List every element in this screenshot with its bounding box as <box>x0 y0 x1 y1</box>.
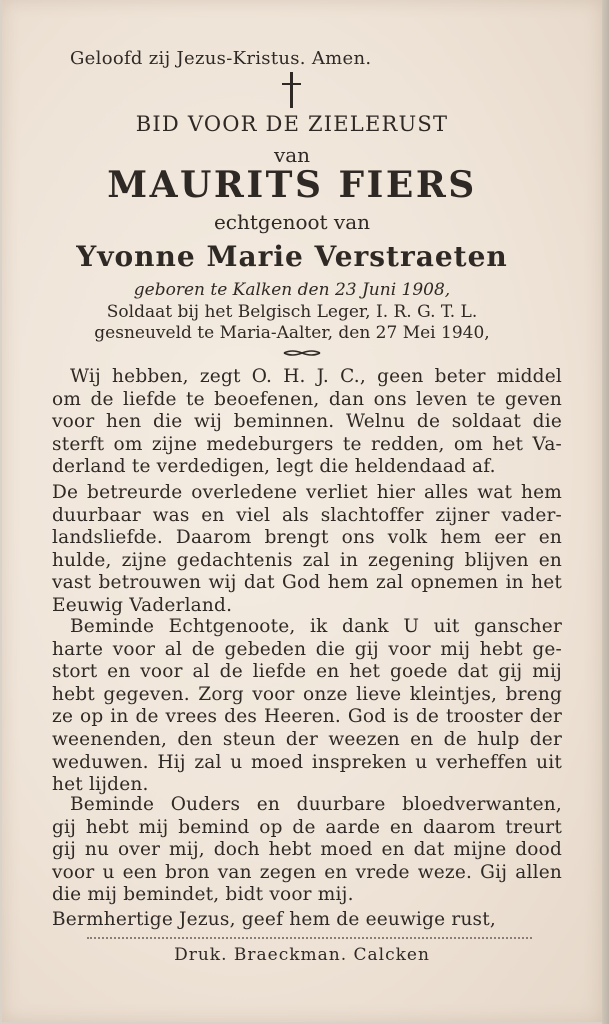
deceased-name: MAURITS FIERS <box>107 164 477 206</box>
text-line: hulde, zijne gedachtenis zal in zegening blijven en <box>52 549 562 571</box>
text-line: voor u een bron van zegen en vrede weze. Gij allen <box>52 861 562 883</box>
text-line: landsliefde. Daarom brengt ons volk hem eer en <box>52 527 562 549</box>
van-text: van <box>273 143 311 167</box>
spouse-name: Yvonne Marie Verstraeten <box>76 240 508 273</box>
text-line: het lijden. <box>52 774 149 796</box>
paragraph-parents <box>52 794 562 907</box>
text-line: om de liefde te beoefenen, dan ons leven te geven <box>52 388 562 410</box>
invocation-text: Geloofd zij Jezus-Kristus. Amen. <box>70 48 372 69</box>
text-line: derland te verdedigen, legt die heldendaad af. <box>52 456 496 478</box>
cross-icon <box>280 72 304 110</box>
text-line: voor hen die wij beminnen. Welnu de soldaat die <box>52 411 562 433</box>
dotted-divider <box>87 937 532 939</box>
paragraph-deceased <box>52 482 562 618</box>
ornament-divider-icon <box>282 349 322 357</box>
text-line: harte voor al de gebeden die gij voor mij hebt ge- <box>52 638 562 660</box>
text-line: sterft om zijne medeburgers te redden, om het Va- <box>52 433 562 455</box>
printer-credit: Druk. Braeckman. Calcken <box>174 945 430 965</box>
text-line: duurbaar was en viel als slachtoffer zijner vader- <box>52 504 562 526</box>
text-line: ze op in de vrees des Heeren. God is de trooster der <box>52 706 562 728</box>
text-line: Beminde Echtgenoote, ik dank U uit ganscher <box>70 616 562 637</box>
memorial-card <box>2 0 602 1022</box>
soldier-line: Soldaat bij het Belgisch Leger, I. R. G. T. L. <box>106 302 478 322</box>
paragraph-sacrifice <box>52 366 562 479</box>
text-line: gij nu over mij, doch hebt moed en dat mijne dood <box>52 839 562 861</box>
paragraph-spouse <box>52 616 562 797</box>
closing-prayer: Bermhertige Jezus, geef hem de eeuwige rust, <box>52 909 496 930</box>
text-line: Wij hebben, zegt O. H. J. C., geen beter middel <box>70 366 562 387</box>
text-line: stort en voor al de liefde en het goede dat gij mij <box>52 661 562 683</box>
spouse-of-text: echtgenoot van <box>213 210 371 234</box>
death-line: gesneuveld te Maria-Aalter, den 27 Mei 1940, <box>94 323 490 343</box>
text-line: vast betrouwen wij dat God hem zal opnemen in het <box>52 572 562 594</box>
text-line: Beminde Ouders en duurbare bloedverwanten, <box>70 794 562 815</box>
scan-edge <box>602 0 609 1024</box>
text-line: Eeuwig Vaderland. <box>52 594 233 616</box>
text-line: weduwen. Hij zal u moed inspreken u verheffen uit <box>52 751 562 773</box>
text-line: hebt gegeven. Zorg voor onze lieve kleintjes, breng <box>52 683 562 705</box>
prayer-heading: BID VOOR DE ZIELERUST <box>135 112 449 136</box>
birth-line: geboren te Kalken den 23 Juni 1908, <box>133 280 451 300</box>
text-line: gij hebt mij bemind op de aarde en daarom treurt <box>52 816 562 838</box>
text-line: die mij bemindet, bidt voor mij. <box>52 884 354 906</box>
text-line: weenenden, den steun der weezen en de hulp der <box>52 728 562 750</box>
text-line: De betreurde overledene verliet hier alles wat hem <box>52 482 562 503</box>
